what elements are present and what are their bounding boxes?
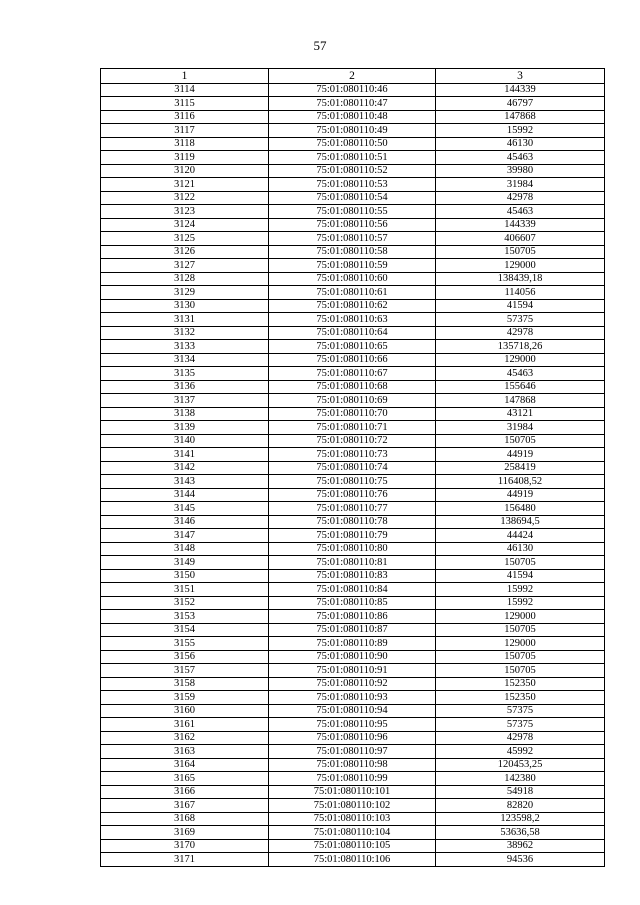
value-cell: 31984 <box>436 421 605 435</box>
cadastral-number-cell: 75:01:080110:52 <box>269 164 436 178</box>
table-row <box>101 623 605 637</box>
value-cell: 147868 <box>436 110 605 124</box>
row-number-cell: 3151 <box>101 583 269 597</box>
row-number-cell: 3149 <box>101 556 269 570</box>
value-cell: 38962 <box>436 839 605 853</box>
table-row <box>101 178 605 192</box>
value-cell: 41594 <box>436 299 605 313</box>
value-cell: 114056 <box>436 286 605 300</box>
cadastral-number-cell: 75:01:080110:76 <box>269 488 436 502</box>
row-number-cell: 3115 <box>101 97 269 111</box>
cadastral-number-cell: 75:01:080110:97 <box>269 745 436 759</box>
table-row <box>101 772 605 786</box>
table-row <box>101 799 605 813</box>
cadastral-number-cell: 75:01:080110:72 <box>269 434 436 448</box>
row-number-cell: 3143 <box>101 475 269 489</box>
table-row <box>101 542 605 556</box>
row-number-cell: 3160 <box>101 704 269 718</box>
cadastral-number-cell: 75:01:080110:90 <box>269 650 436 664</box>
cadastral-number-cell: 75:01:080110:65 <box>269 340 436 354</box>
row-number-cell: 3157 <box>101 664 269 678</box>
value-cell: 258419 <box>436 461 605 475</box>
table-row <box>101 637 605 651</box>
row-number-cell: 3170 <box>101 839 269 853</box>
value-cell: 144339 <box>436 218 605 232</box>
row-number-cell: 3171 <box>101 853 269 867</box>
value-cell: 152350 <box>436 691 605 705</box>
value-cell: 150705 <box>436 434 605 448</box>
cadastral-number-cell: 75:01:080110:49 <box>269 124 436 138</box>
cadastral-number-cell: 75:01:080110:105 <box>269 839 436 853</box>
table-row <box>101 461 605 475</box>
row-number-cell: 3158 <box>101 677 269 691</box>
value-cell: 45992 <box>436 745 605 759</box>
row-number-cell: 3146 <box>101 515 269 529</box>
cadastral-number-cell: 75:01:080110:84 <box>269 583 436 597</box>
table-row <box>101 205 605 219</box>
cadastral-number-cell: 75:01:080110:60 <box>269 272 436 286</box>
table-row <box>101 745 605 759</box>
table-row <box>101 151 605 165</box>
cadastral-number-cell: 75:01:080110:61 <box>269 286 436 300</box>
value-cell: 15992 <box>436 583 605 597</box>
value-cell: 147868 <box>436 394 605 408</box>
cadastral-number-cell: 75:01:080110:73 <box>269 448 436 462</box>
value-cell: 31984 <box>436 178 605 192</box>
header-row <box>101 69 605 84</box>
cadastral-number-cell: 75:01:080110:78 <box>269 515 436 529</box>
value-cell: 44919 <box>436 448 605 462</box>
value-cell: 116408,52 <box>436 475 605 489</box>
value-cell: 150705 <box>436 664 605 678</box>
row-number-cell: 3132 <box>101 326 269 340</box>
table-row <box>101 232 605 246</box>
row-number-cell: 3161 <box>101 718 269 732</box>
cadastral-number-cell: 75:01:080110:57 <box>269 232 436 246</box>
cadastral-number-cell: 75:01:080110:48 <box>269 110 436 124</box>
row-number-cell: 3118 <box>101 137 269 151</box>
table-row <box>101 583 605 597</box>
row-number-cell: 3162 <box>101 731 269 745</box>
cadastral-number-cell: 75:01:080110:83 <box>269 569 436 583</box>
row-number-cell: 3137 <box>101 394 269 408</box>
row-number-cell: 3165 <box>101 772 269 786</box>
cadastral-number-cell: 75:01:080110:93 <box>269 691 436 705</box>
cadastral-number-cell: 75:01:080110:87 <box>269 623 436 637</box>
table-row <box>101 610 605 624</box>
row-number-cell: 3128 <box>101 272 269 286</box>
table-row <box>101 839 605 853</box>
table-row <box>101 313 605 327</box>
value-cell: 57375 <box>436 313 605 327</box>
row-number-cell: 3136 <box>101 380 269 394</box>
cadastral-number-cell: 75:01:080110:74 <box>269 461 436 475</box>
value-cell: 150705 <box>436 245 605 259</box>
cadastral-number-cell: 75:01:080110:79 <box>269 529 436 543</box>
value-cell: 45463 <box>436 367 605 381</box>
table-row <box>101 394 605 408</box>
value-cell: 150705 <box>436 650 605 664</box>
table-body <box>101 83 605 866</box>
value-cell: 129000 <box>436 353 605 367</box>
row-number-cell: 3131 <box>101 313 269 327</box>
value-cell: 135718,26 <box>436 340 605 354</box>
column-header-1: 1 <box>101 69 269 84</box>
row-number-cell: 3127 <box>101 259 269 273</box>
cadastral-number-cell: 75:01:080110:63 <box>269 313 436 327</box>
table-row <box>101 691 605 705</box>
cadastral-number-cell: 75:01:080110:64 <box>269 326 436 340</box>
cadastral-number-cell: 75:01:080110:56 <box>269 218 436 232</box>
value-cell: 45463 <box>436 205 605 219</box>
value-cell: 123598,2 <box>436 812 605 826</box>
table-row <box>101 137 605 151</box>
table-row <box>101 407 605 421</box>
row-number-cell: 3126 <box>101 245 269 259</box>
table-row <box>101 421 605 435</box>
value-cell: 138439,18 <box>436 272 605 286</box>
cadastral-number-cell: 75:01:080110:85 <box>269 596 436 610</box>
table-row <box>101 731 605 745</box>
row-number-cell: 3152 <box>101 596 269 610</box>
value-cell: 39980 <box>436 164 605 178</box>
table-row <box>101 164 605 178</box>
row-number-cell: 3130 <box>101 299 269 313</box>
row-number-cell: 3153 <box>101 610 269 624</box>
column-header-2: 2 <box>269 69 436 84</box>
row-number-cell: 3159 <box>101 691 269 705</box>
value-cell: 129000 <box>436 259 605 273</box>
value-cell: 94536 <box>436 853 605 867</box>
cadastral-number-cell: 75:01:080110:98 <box>269 758 436 772</box>
value-cell: 82820 <box>436 799 605 813</box>
cadastral-number-cell: 75:01:080110:62 <box>269 299 436 313</box>
row-number-cell: 3147 <box>101 529 269 543</box>
cadastral-number-cell: 75:01:080110:77 <box>269 502 436 516</box>
value-cell: 46130 <box>436 137 605 151</box>
table-row <box>101 353 605 367</box>
value-cell: 54918 <box>436 785 605 799</box>
table-row <box>101 367 605 381</box>
value-cell: 144339 <box>436 83 605 97</box>
value-cell: 120453,25 <box>436 758 605 772</box>
cadastral-number-cell: 75:01:080110:89 <box>269 637 436 651</box>
row-number-cell: 3167 <box>101 799 269 813</box>
table-row <box>101 340 605 354</box>
row-number-cell: 3168 <box>101 812 269 826</box>
value-cell: 156480 <box>436 502 605 516</box>
row-number-cell: 3116 <box>101 110 269 124</box>
table-row <box>101 218 605 232</box>
value-cell: 15992 <box>436 596 605 610</box>
row-number-cell: 3155 <box>101 637 269 651</box>
cadastral-number-cell: 75:01:080110:94 <box>269 704 436 718</box>
row-number-cell: 3135 <box>101 367 269 381</box>
row-number-cell: 3150 <box>101 569 269 583</box>
row-number-cell: 3117 <box>101 124 269 138</box>
cadastral-number-cell: 75:01:080110:55 <box>269 205 436 219</box>
cadastral-number-cell: 75:01:080110:101 <box>269 785 436 799</box>
table-row <box>101 326 605 340</box>
row-number-cell: 3163 <box>101 745 269 759</box>
table-row <box>101 83 605 97</box>
value-cell: 15992 <box>436 124 605 138</box>
cadastral-number-cell: 75:01:080110:67 <box>269 367 436 381</box>
table-row <box>101 380 605 394</box>
data-table <box>100 68 605 867</box>
cadastral-number-cell: 75:01:080110:46 <box>269 83 436 97</box>
row-number-cell: 3114 <box>101 83 269 97</box>
row-number-cell: 3148 <box>101 542 269 556</box>
cadastral-number-cell: 75:01:080110:103 <box>269 812 436 826</box>
cadastral-number-cell: 75:01:080110:92 <box>269 677 436 691</box>
table-row <box>101 826 605 840</box>
cadastral-number-cell: 75:01:080110:81 <box>269 556 436 570</box>
value-cell: 57375 <box>436 718 605 732</box>
value-cell: 42978 <box>436 731 605 745</box>
row-number-cell: 3125 <box>101 232 269 246</box>
cadastral-number-cell: 75:01:080110:75 <box>269 475 436 489</box>
row-number-cell: 3139 <box>101 421 269 435</box>
cadastral-number-cell: 75:01:080110:53 <box>269 178 436 192</box>
cadastral-number-cell: 75:01:080110:54 <box>269 191 436 205</box>
row-number-cell: 3121 <box>101 178 269 192</box>
table-row <box>101 515 605 529</box>
row-number-cell: 3145 <box>101 502 269 516</box>
table-row <box>101 664 605 678</box>
cadastral-number-cell: 75:01:080110:70 <box>269 407 436 421</box>
cadastral-number-cell: 75:01:080110:91 <box>269 664 436 678</box>
row-number-cell: 3166 <box>101 785 269 799</box>
table-row <box>101 502 605 516</box>
value-cell: 129000 <box>436 637 605 651</box>
cadastral-number-cell: 75:01:080110:69 <box>269 394 436 408</box>
row-number-cell: 3124 <box>101 218 269 232</box>
cadastral-number-cell: 75:01:080110:58 <box>269 245 436 259</box>
table-header <box>101 69 605 84</box>
table-row <box>101 286 605 300</box>
value-cell: 44424 <box>436 529 605 543</box>
table-row <box>101 434 605 448</box>
row-number-cell: 3119 <box>101 151 269 165</box>
cadastral-number-cell: 75:01:080110:80 <box>269 542 436 556</box>
cadastral-number-cell: 75:01:080110:95 <box>269 718 436 732</box>
table-row <box>101 758 605 772</box>
table-row <box>101 448 605 462</box>
row-number-cell: 3138 <box>101 407 269 421</box>
row-number-cell: 3120 <box>101 164 269 178</box>
table-row <box>101 259 605 273</box>
cadastral-number-cell: 75:01:080110:66 <box>269 353 436 367</box>
value-cell: 44919 <box>436 488 605 502</box>
cadastral-number-cell: 75:01:080110:96 <box>269 731 436 745</box>
row-number-cell: 3144 <box>101 488 269 502</box>
table-row <box>101 272 605 286</box>
row-number-cell: 3129 <box>101 286 269 300</box>
value-cell: 150705 <box>436 623 605 637</box>
row-number-cell: 3123 <box>101 205 269 219</box>
table-row <box>101 812 605 826</box>
value-cell: 406607 <box>436 232 605 246</box>
table-row <box>101 110 605 124</box>
cadastral-number-cell: 75:01:080110:102 <box>269 799 436 813</box>
cadastral-number-cell: 75:01:080110:51 <box>269 151 436 165</box>
table-row <box>101 191 605 205</box>
value-cell: 150705 <box>436 556 605 570</box>
table-row <box>101 97 605 111</box>
table-row <box>101 650 605 664</box>
cadastral-number-cell: 75:01:080110:106 <box>269 853 436 867</box>
value-cell: 53636,58 <box>436 826 605 840</box>
table-row <box>101 488 605 502</box>
value-cell: 152350 <box>436 677 605 691</box>
row-number-cell: 3133 <box>101 340 269 354</box>
table-row <box>101 569 605 583</box>
value-cell: 45463 <box>436 151 605 165</box>
cadastral-number-cell: 75:01:080110:47 <box>269 97 436 111</box>
value-cell: 138694,5 <box>436 515 605 529</box>
table-row <box>101 704 605 718</box>
value-cell: 46797 <box>436 97 605 111</box>
table-row <box>101 677 605 691</box>
value-cell: 42978 <box>436 191 605 205</box>
cadastral-number-cell: 75:01:080110:50 <box>269 137 436 151</box>
value-cell: 42978 <box>436 326 605 340</box>
value-cell: 142380 <box>436 772 605 786</box>
row-number-cell: 3141 <box>101 448 269 462</box>
value-cell: 41594 <box>436 569 605 583</box>
row-number-cell: 3134 <box>101 353 269 367</box>
value-cell: 129000 <box>436 610 605 624</box>
table-row <box>101 299 605 313</box>
page-number: 57 <box>313 38 327 53</box>
table-row <box>101 124 605 138</box>
row-number-cell: 3154 <box>101 623 269 637</box>
column-header-3: 3 <box>436 69 605 84</box>
value-cell: 43121 <box>436 407 605 421</box>
table-row <box>101 785 605 799</box>
cadastral-number-cell: 75:01:080110:86 <box>269 610 436 624</box>
table-row <box>101 853 605 867</box>
row-number-cell: 3164 <box>101 758 269 772</box>
table-row <box>101 556 605 570</box>
cadastral-number-cell: 75:01:080110:59 <box>269 259 436 273</box>
cadastral-number-cell: 75:01:080110:104 <box>269 826 436 840</box>
row-number-cell: 3142 <box>101 461 269 475</box>
table-row <box>101 718 605 732</box>
cadastral-number-cell: 75:01:080110:71 <box>269 421 436 435</box>
row-number-cell: 3169 <box>101 826 269 840</box>
row-number-cell: 3140 <box>101 434 269 448</box>
table-row <box>101 529 605 543</box>
cadastral-number-cell: 75:01:080110:99 <box>269 772 436 786</box>
row-number-cell: 3122 <box>101 191 269 205</box>
cadastral-number-cell: 75:01:080110:68 <box>269 380 436 394</box>
table-row <box>101 475 605 489</box>
row-number-cell: 3156 <box>101 650 269 664</box>
value-cell: 155646 <box>436 380 605 394</box>
value-cell: 57375 <box>436 704 605 718</box>
value-cell: 46130 <box>436 542 605 556</box>
table-row <box>101 596 605 610</box>
table-row <box>101 245 605 259</box>
